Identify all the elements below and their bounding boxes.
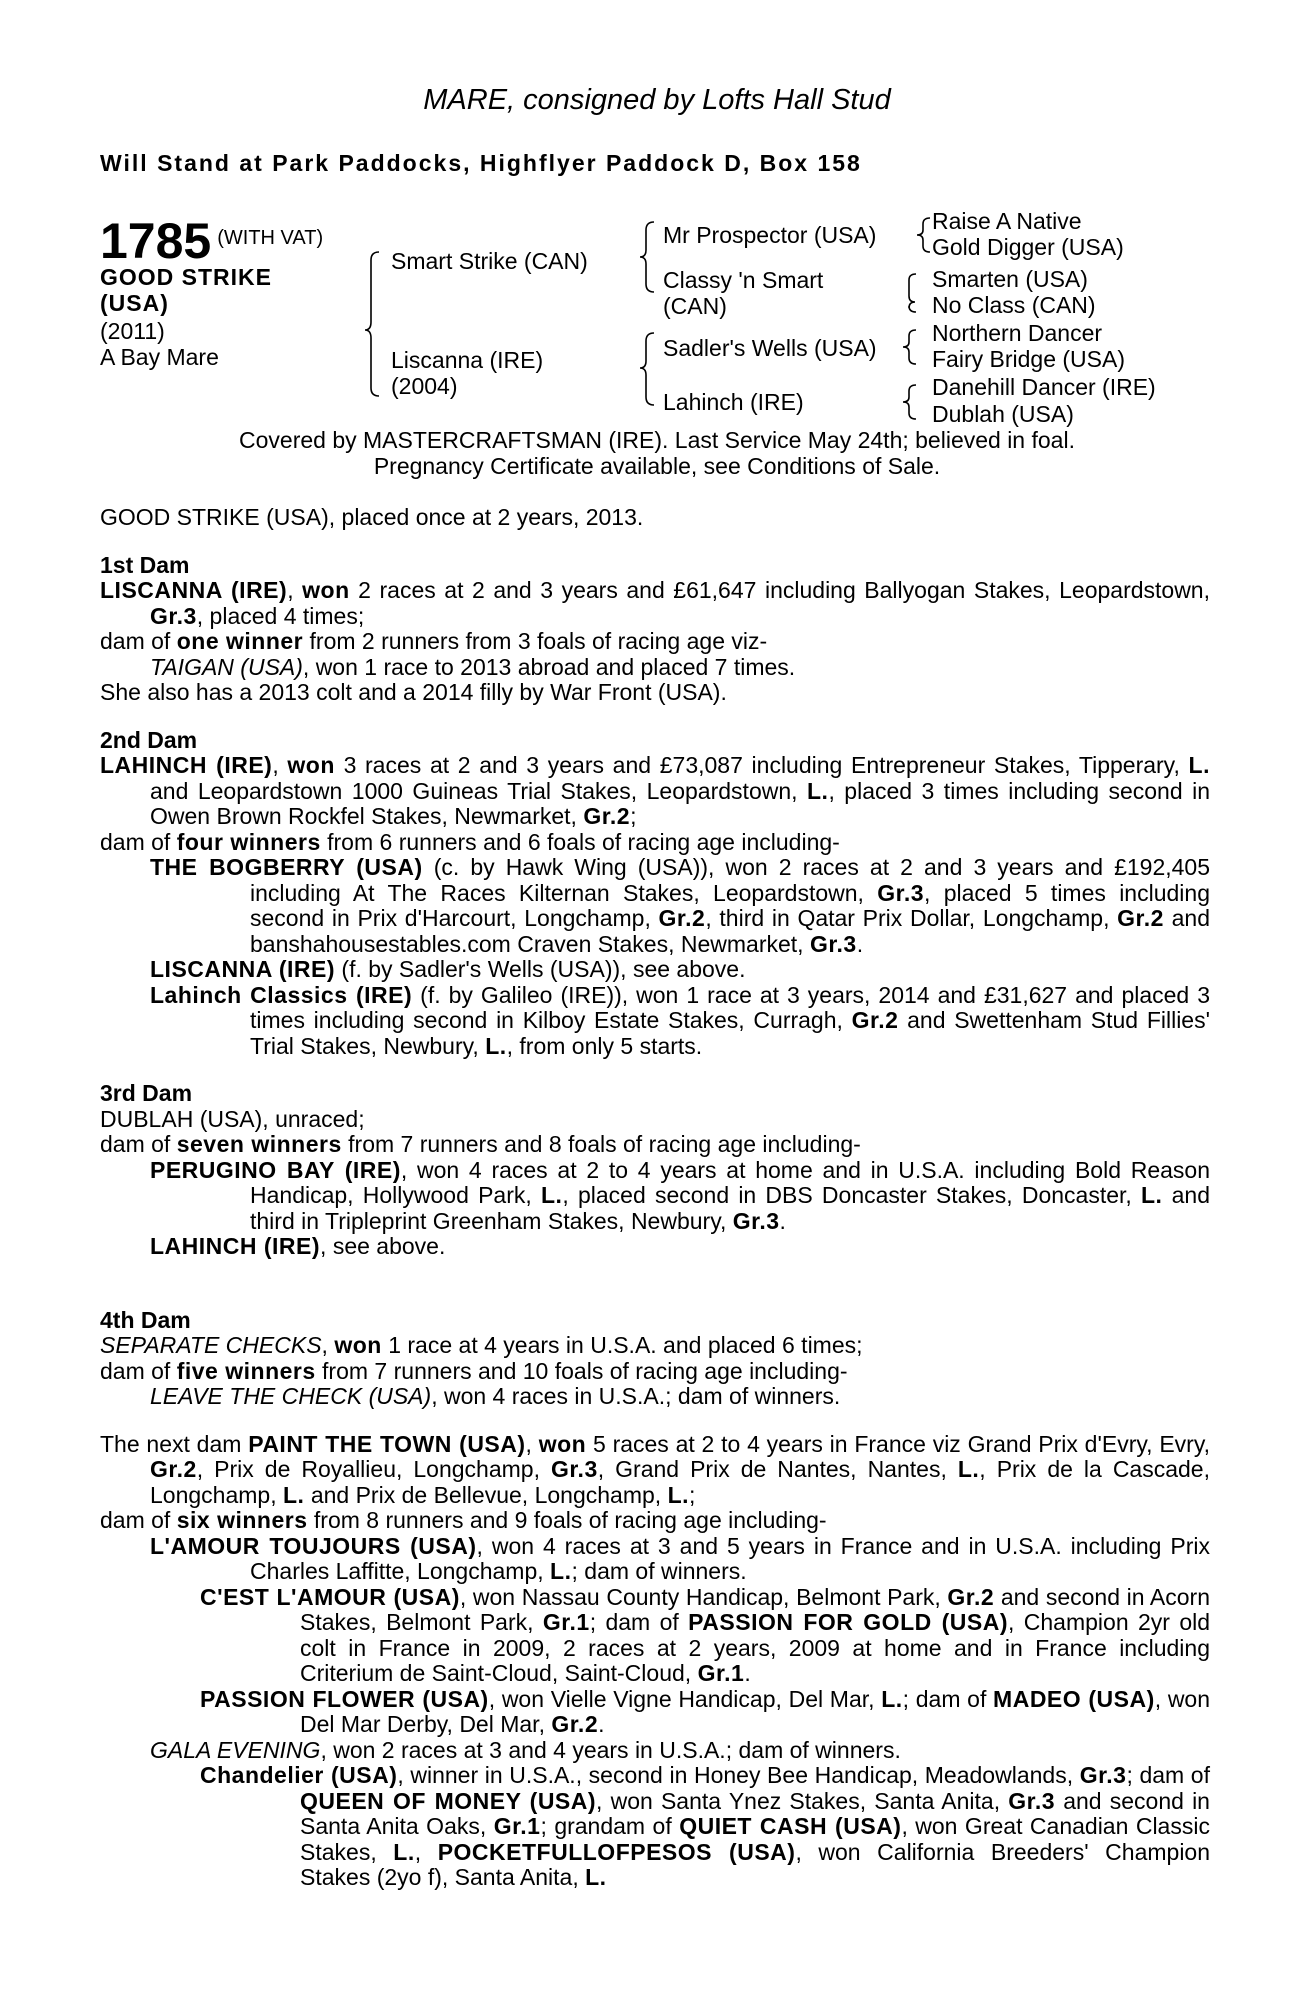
next-dam-record: The next dam PAINT THE TOWN (USA), won 5 races at 2 to 4 years in France viz Grand Prix d'Evry, Evry, Gr.2, Prix de Royallieu, Longchamp, Gr.3, Grand Prix de Nantes, Nantes, L., Prix de la Cascade, Longchamp, L. and Prix de Bellevue, Longchamp, L.; [100,1430,1210,1508]
location-line: Will Stand at Park Paddocks, Highflyer Paddock D, Box 158 [100,150,862,176]
ped-sdd: No Class (CAN) [932,292,1096,318]
ped-sss: Raise A Native [932,208,1082,234]
ped-dam: Liscanna (IRE) (2004) [391,347,544,399]
lot-number: 1785 [100,213,212,269]
dam3-progeny-1: PERUGINO BAY (IRE), won 4 races at 2 to 4 years at home and in U.S.A. including Bold Reason Handicap, Hollywood Park, L., placed second in DBS Doncaster Stakes, Doncaster, L. and third in Tripleprint Greenham Stakes, Newbury, Gr.3. [150,1156,1211,1234]
dam2-record: LAHINCH (IRE), won 3 races at 2 and 3 years and £73,087 including Entrepreneur Stakes, Tipperary, L. and Leopardstown 1000 Guineas Trial Stakes, Leopardstown, L., placed 3 times including second in Owen Brown Rockfel Stakes, Newmarket, Gr.2; [100,752,1211,829]
next-dam-grandprogeny-2: PASSION FLOWER (USA), won Vielle Vigne Handicap, Del Mar, L.; dam of MADEO (USA), won Del Mar Derby, Del Mar, Gr.2. [200,1685,1211,1737]
horse-year: (2011) [100,318,165,344]
vat-label: (WITH VAT) [217,227,324,249]
next-dam-progeny-1: L'AMOUR TOUJOURS (USA), won 4 races at 3 and 5 years in France and in U.S.A. including Prix Charles Laffitte, Longchamp, L.; dam of winners. [150,1532,1210,1584]
next-dam-grandprogeny-3: Chandelier (USA), winner in U.S.A., second in Honey Bee Handicap, Meadowlands, Gr.3; dam of QUEEN OF MONEY (USA), won Santa Ynez Stakes, Santa Anita, Gr.3 and second in Santa Anita Oaks, Gr.1; grandam of QUIET CASH (USA), won Great Canadian Classic Stakes, L., POCKETFULLOFPESOS (USA), won California Breeders' Champion Stakes (2yo f), Santa Anita, L. [200,1762,1211,1890]
dam2-progeny-2: LISCANNA (IRE) (f. by Sadler's Wells (USA)), see above. [150,956,746,982]
section-heading-3rd-dam: 3rd Dam [100,1080,193,1106]
covered-line: Covered by MASTERCRAFTSMAN (IRE). Last Service May 24th; believed in foal. [239,427,1075,453]
dam3-produce: dam of seven winners from 7 runners and 8 foals of racing age including- [100,1131,861,1157]
ped-dam-dam: Lahinch (IRE) [663,389,804,415]
next-dam-progeny-2: GALA EVENING, won 2 races at 3 and 4 years in U.S.A.; dam of winners. [150,1736,901,1763]
ped-sire-dam: Classy 'n Smart (CAN) [663,267,824,319]
dam2-produce: dam of four winners from 6 runners and 6 foals of racing age including- [100,828,840,855]
dam2-progeny-3: Lahinch Classics (IRE) (f. by Galileo (IRE)), won 1 race at 3 years, 2014 and £31,627 and placed 3 times including second in Kilboy Estate Stakes, Curragh, Gr.2 and Swettenham Stud Fillies' Trial Stakes, Newbury, L., from only 5 starts. [150,981,1210,1059]
dam1-produce: dam of one winner from 2 runners from 3 foals of racing age viz- [100,628,768,654]
dam1-progeny: TAIGAN (USA), won 1 race to 2013 abroad and placed 7 times. [150,653,796,680]
dam2-progeny-1: THE BOGBERRY (USA) (c. by Hawk Wing (USA)), won 2 races at 2 and 3 years and £192,405 including At The Races Kilternan Stakes, Leopardstown, Gr.3, placed 5 times including second in Prix d'Harcourt, Longchamp, Gr.2, third in Qatar Prix Dollar, Longchamp, Gr.2 and banshahousestables.com Craven Stakes, Newmarket, Gr.3. [150,854,1211,957]
ped-sire: Smart Strike (CAN) [391,248,588,274]
ped-dss: Northern Dancer [932,320,1103,346]
page-title: MARE, consigned by Lofts Hall Stud [423,84,891,116]
dam4-record: SEPARATE CHECKS, won 1 race at 4 years in U.S.A. and placed 6 times; [100,1332,863,1358]
intro-line: GOOD STRIKE (USA), placed once at 2 years, 2013. [100,504,644,530]
ped-dam-sire: Sadler's Wells (USA) [663,335,877,361]
ped-sds: Smarten (USA) [932,266,1088,292]
pregnancy-line: Pregnancy Certificate available, see Conditions of Sale. [373,453,941,479]
dam1-record: LISCANNA (IRE), won 2 races at 2 and 3 years and £61,647 including Ballyogan Stakes, Leopardstown, Gr.3, placed 4 times; [100,577,1210,629]
next-dam-produce: dam of six winners from 8 runners and 9 foals of racing age including- [100,1507,827,1533]
section-heading-2nd-dam: 2nd Dam [100,726,198,753]
dam3-record: DUBLAH (USA), unraced; [100,1105,365,1132]
ped-dsd: Fairy Bridge (USA) [932,346,1125,372]
horse-name: GOOD STRIKE (USA) [100,264,273,316]
ped-sire-sire: Mr Prospector (USA) [663,222,877,248]
dam1-note: She also has a 2013 colt and a 2014 filly by War Front (USA). [100,679,727,705]
next-dam-grandprogeny-1: C'EST L'AMOUR (USA), won Nassau County Handicap, Belmont Park, Gr.2 and second in Acorn Stakes, Belmont Park, Gr.1; dam of PASSION FOR GOLD (USA), Champion 2yr old colt in France in 2009, 2 races at 2 years, 2009 at home and in France including Criterium de Saint-Cloud, Saint-Cloud, Gr.1. [200,1583,1211,1686]
ped-dds: Danehill Dancer (IRE) [932,374,1156,400]
produce-record [100,505,1210,1891]
section-heading-4th-dam: 4th Dam [100,1306,191,1333]
dam3-progeny-2: LAHINCH (IRE), see above. [150,1233,446,1259]
dam4-progeny: LEAVE THE CHECK (USA), won 4 races in U.S.A.; dam of winners. [150,1383,841,1409]
section-heading-1st-dam: 1st Dam [100,551,190,578]
dam4-produce: dam of five winners from 7 runners and 10 foals of racing age including- [100,1357,848,1384]
ped-ddd: Dublah (USA) [932,401,1074,427]
horse-description: A Bay Mare [100,344,219,370]
ped-ssd: Gold Digger (USA) [932,234,1124,260]
